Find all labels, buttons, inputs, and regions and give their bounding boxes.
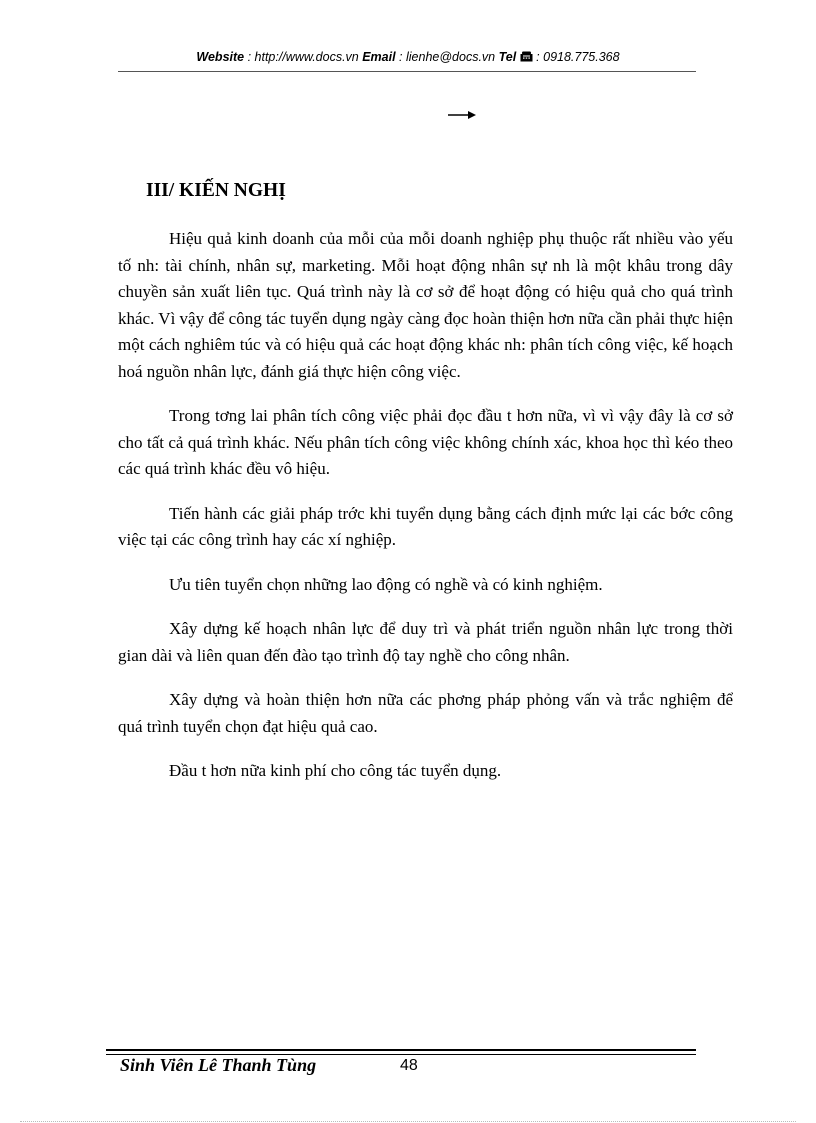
page-header	[118, 50, 698, 65]
page-bottom-border	[20, 1121, 796, 1122]
right-arrow-icon	[448, 108, 476, 122]
footer-author: Sinh Viên Lê Thanh Tùng	[120, 1055, 317, 1075]
email-value: : lienhe@docs.vn	[395, 50, 499, 64]
paragraph: Ưu tiên tuyển chọn những lao động có nghề và có kinh nghiệm.	[169, 574, 603, 594]
email-label: Email	[362, 50, 396, 64]
section-heading: III/ KIẾN NGHỊ	[146, 180, 286, 201]
footer-divider-thick	[106, 1049, 696, 1051]
paragraph: Hiệu quả kinh doanh của mỗi của mỗi doanh nghiệp phụ thuộc rất nhiều vào yếu tố nh: tài chính, nhân sự, marketing. Mỗi hoạt động nhân sự nh là một khâu trong dây chuyền sản xuất liên tục. Quá trình này là cơ sở để hoạt động có hiệu quả cho quá trình khác. Vì vậy để công tác tuyển dụng ngày càng đọc hoàn thiện hơn nữa cần phải thực hiện một cách nghiêm túc và có hiệu quả các hoạt động khác nh: phân tích công việc, kế hoạch hoá nguồn nhân lực, đánh giá thực hiện công việc.	[118, 229, 733, 381]
header-divider	[118, 71, 696, 72]
paragraph: Tiến hành các giải pháp trớc khi tuyển dụng bằng cách định mức lại các bớc công việc tại các công trình hay các xí nghiệp.	[118, 503, 733, 549]
paragraph: Đầu t hơn nữa kinh phí cho công tác tuyển dụng.	[169, 761, 502, 780]
paragraph: Xây dựng kế hoạch nhân lực để duy trì và phát triển nguồn nhân lực trong thời gian dài và liên quan đến đào tạo trình độ tay nghề cho công nhân.	[118, 619, 733, 665]
paragraph: Xây dựng và hoàn thiện hơn nữa các phơng pháp phỏng vấn và trắc nghiệm để quá trình tuyển chọn đạt hiệu quả cao.	[118, 690, 733, 736]
page-number: 48	[400, 1057, 418, 1074]
paragraph: Trong tơng lai phân tích công việc phải đọc đầu t hơn nữa, vì vì vậy đây là cơ sở cho tất cả quá trình khác. Nếu phân tích công việc không chính xác, khoa học thì kéo theo các quá trình khác đều vô hiệu.	[118, 406, 733, 478]
phone-icon	[520, 51, 533, 65]
tel-label: Tel	[498, 50, 517, 64]
tel-value: : 0918.775.368	[532, 50, 620, 64]
website-label: Website	[196, 50, 245, 64]
body-text	[118, 226, 733, 803]
website-value: : http://www.docs.vn	[244, 50, 363, 64]
